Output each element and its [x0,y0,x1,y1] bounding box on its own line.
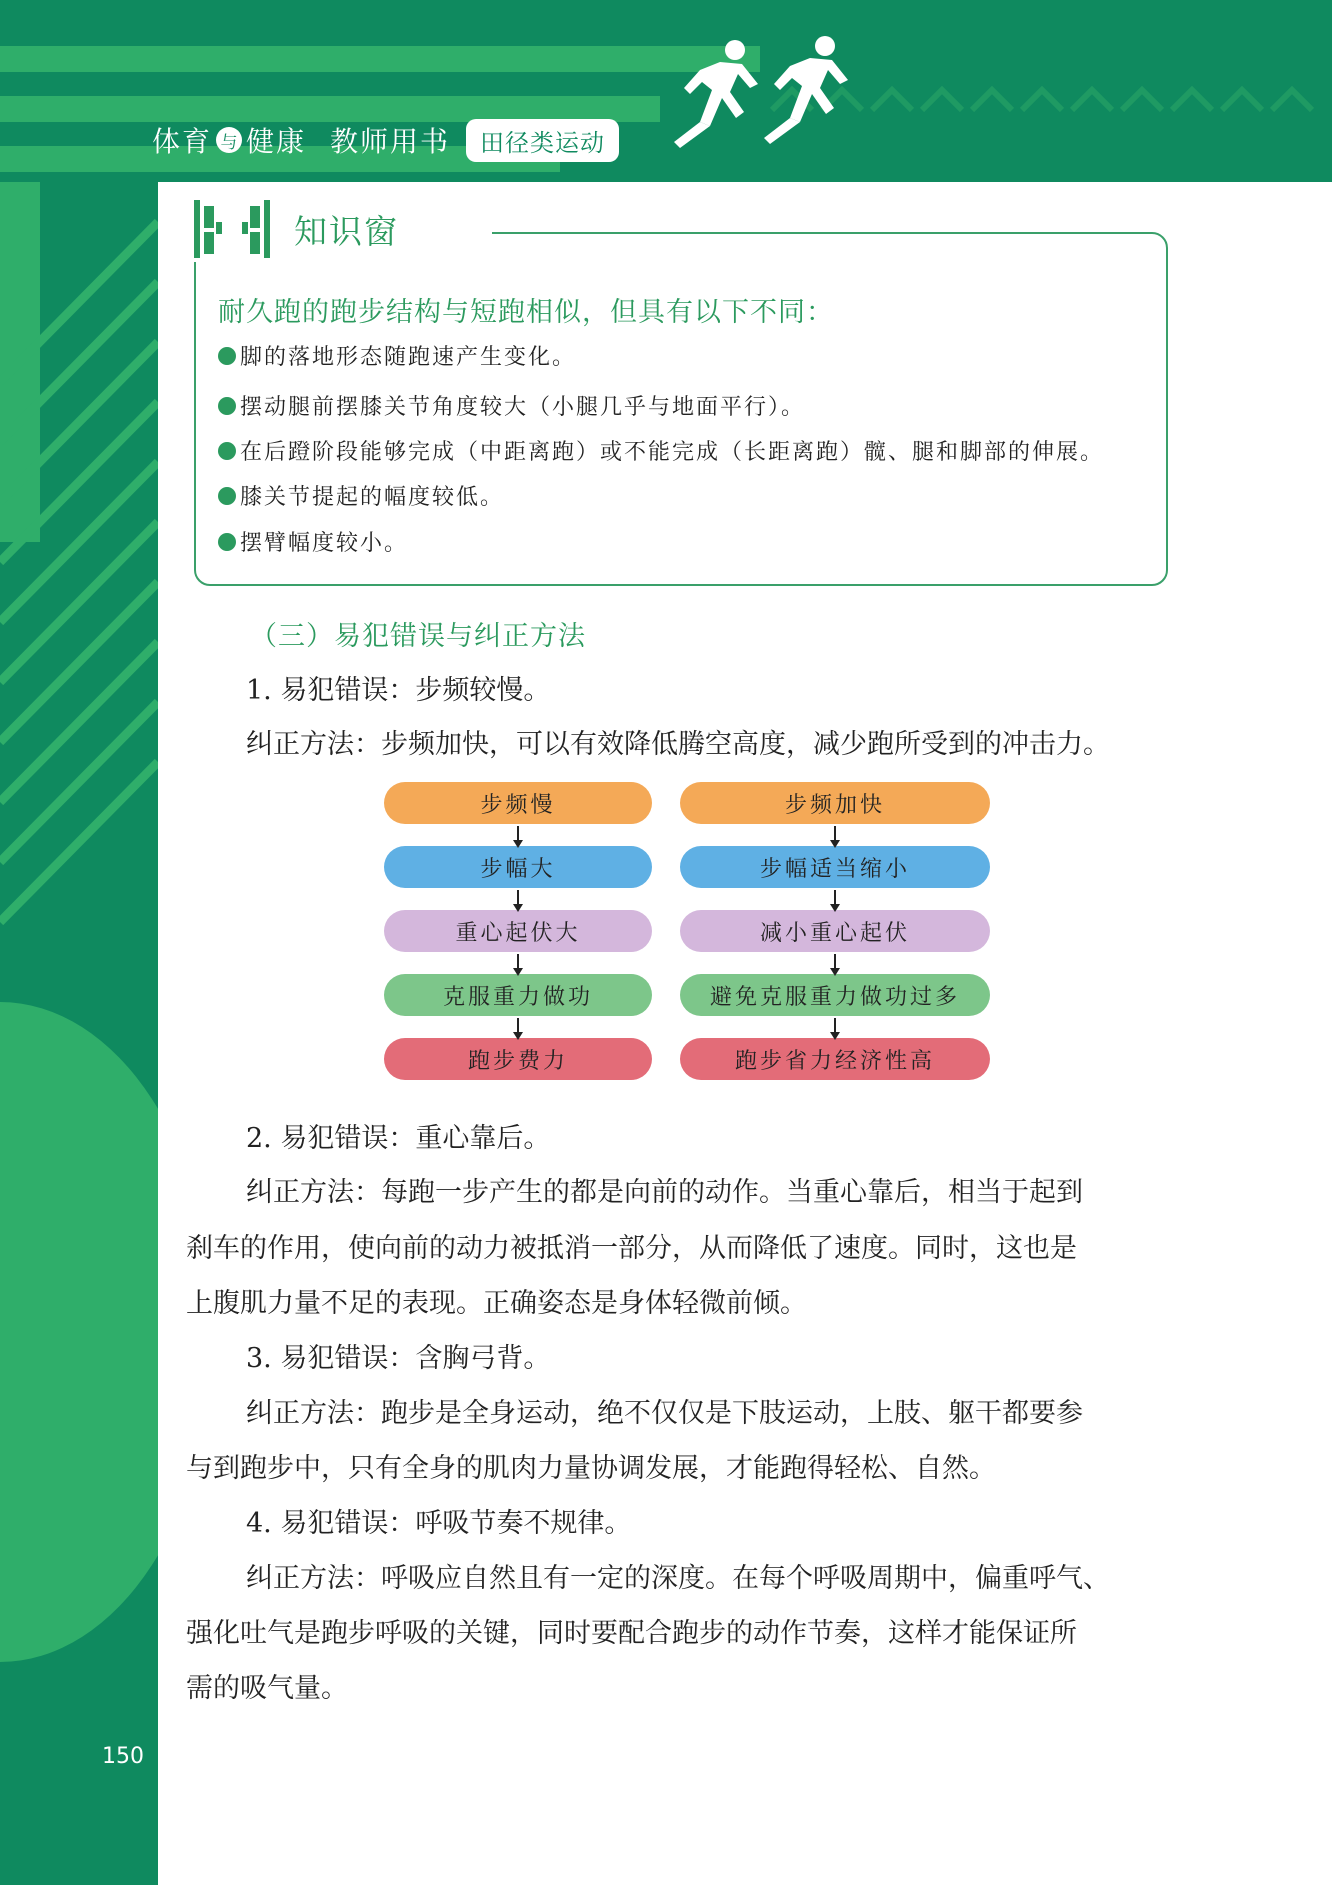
flow-right-step: 步幅适当缩小 [680,846,990,888]
subsection-title: （三）易犯错误与纠正方法 [250,621,586,652]
knowledge-item: 脚的落地形态随跑速产生变化。 [218,340,576,371]
flow-right-step: 减小重心起伏 [680,910,990,952]
knowledge-window-title: 知识窗 [294,211,399,251]
book-title-part2: 健康 [246,125,307,158]
flow-left-step: 步幅大 [384,846,652,888]
section-tag: 田径类运动 [466,119,619,162]
bullet-icon [218,487,236,505]
flow-right-step: 跑步省力经济性高 [680,1038,990,1080]
fix-1: 纠正方法：步频加快，可以有效降低腾空高度，减少跑所受到的冲击力。 [246,729,1110,760]
flow-left-step: 跑步费力 [384,1038,652,1080]
arrow-down-icon [834,954,836,968]
bullet-icon [218,533,236,551]
arrow-down-icon [517,1018,519,1032]
arrow-down-icon [517,890,519,904]
fix-3-line: 与到跑步中，只有全身的肌肉力量协调发展，才能跑得轻松、自然。 [186,1453,996,1484]
bullet-icon [218,347,236,365]
fix-2-line: 刹车的作用，使向前的动力被抵消一部分，从而降低了速度。同时，这也是 [186,1233,1077,1264]
book-subtitle: 教师用书 [330,125,451,158]
flow-left-step: 步频慢 [384,782,652,824]
flow-right-step: 避免克服重力做功过多 [680,974,990,1016]
book-title-connector: 与 [216,127,242,153]
window-icon [192,198,282,260]
runners-silhouette-icon [640,30,880,160]
error-1: 1. 易犯错误：步频较慢。 [246,675,551,706]
book-header [152,118,619,162]
arrow-down-icon [834,826,836,840]
page-number: 150 [102,1744,144,1769]
error-3: 3. 易犯错误：含胸弓背。 [246,1343,551,1374]
knowledge-item: 膝关节提起的幅度较低。 [218,480,504,511]
bullet-icon [218,397,236,415]
arrow-down-icon [834,1018,836,1032]
fix-2-line: 上腹肌力量不足的表现。正确姿态是身体轻微前倾。 [186,1288,807,1319]
error-4: 4. 易犯错误：呼吸节奏不规律。 [246,1508,632,1539]
arrow-down-icon [834,890,836,904]
left-decoration [0,182,158,1885]
knowledge-heading: 耐久跑的跑步结构与短跑相似，但具有以下不同： [218,297,834,328]
fix-4-line: 纠正方法：呼吸应自然且有一定的深度。在每个呼吸周期中，偏重呼气、 [246,1563,1110,1594]
fix-3-line: 纠正方法：跑步是全身运动，绝不仅仅是下肢运动，上肢、躯干都要参 [246,1398,1083,1429]
knowledge-item: 摆动腿前摆膝关节角度较大（小腿几乎与地面平行）。 [218,390,805,421]
flow-left-step: 克服重力做功 [384,974,652,1016]
knowledge-item: 在后蹬阶段能够完成（中距离跑）或不能完成（长距离跑）髋、腿和脚部的伸展。 [218,435,1104,466]
bullet-icon [218,442,236,460]
fix-2-line: 纠正方法：每跑一步产生的都是向前的动作。当重心靠后，相当于起到 [246,1177,1083,1208]
fix-4-line: 强化吐气是跑步呼吸的关键，同时要配合跑步的动作节奏，这样才能保证所 [186,1618,1077,1649]
arrow-down-icon [517,826,519,840]
flow-left-step: 重心起伏大 [384,910,652,952]
fix-4-line: 需的吸气量。 [186,1673,348,1704]
arrow-down-icon [517,954,519,968]
flow-right-step: 步频加快 [680,782,990,824]
left-stripes-pattern [0,182,158,1885]
knowledge-window-header [192,196,492,262]
knowledge-item: 摆臂幅度较小。 [218,526,408,557]
error-2: 2. 易犯错误：重心靠后。 [246,1123,551,1154]
book-title-part1: 体育 [152,125,213,158]
